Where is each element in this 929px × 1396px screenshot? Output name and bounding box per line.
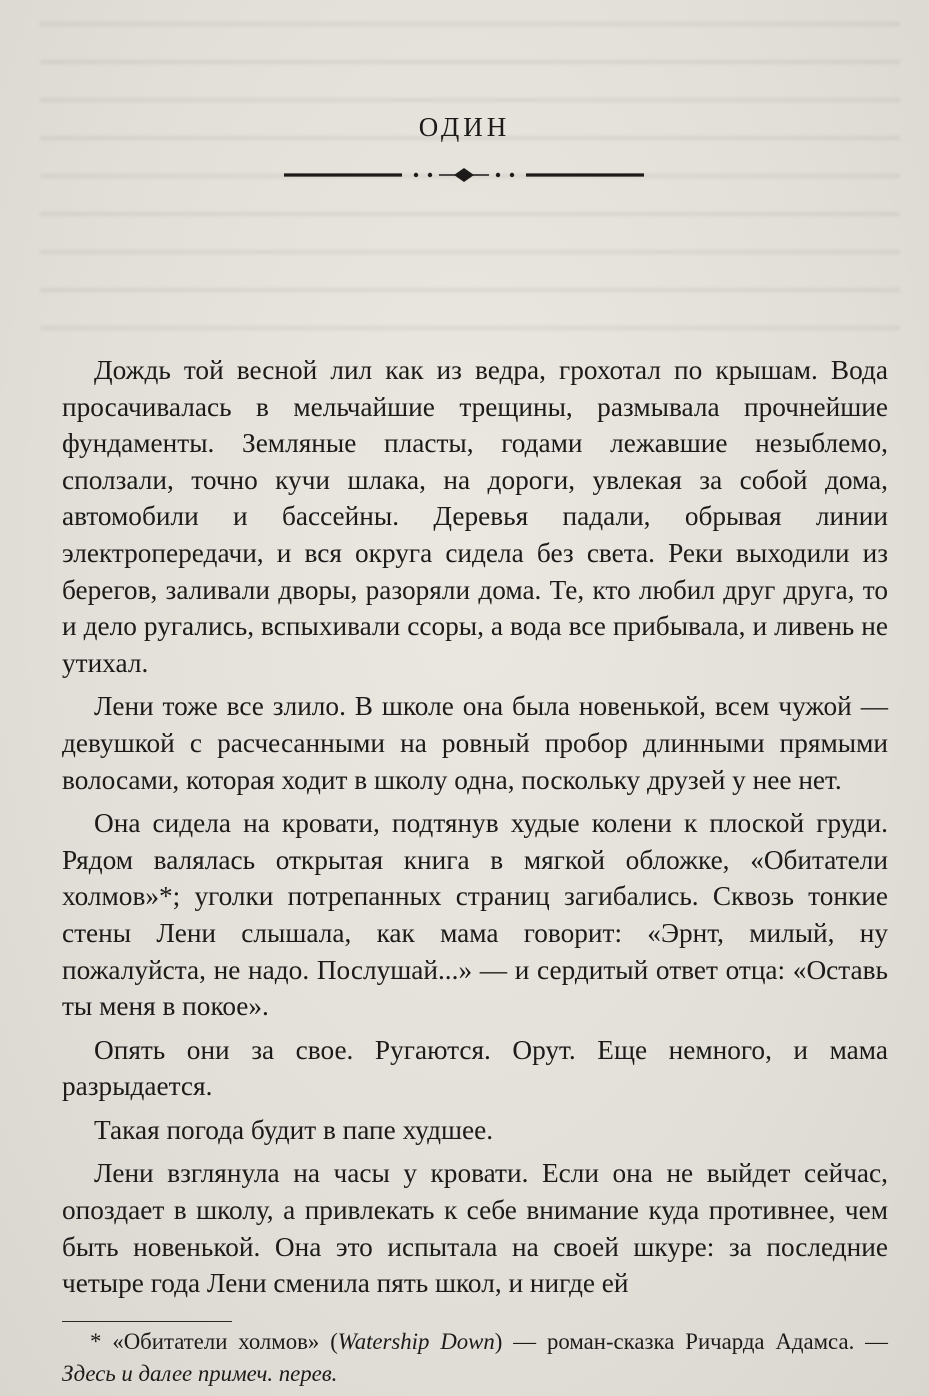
footnote-description: ) — роман-сказка Ричарда Адамса. — — [494, 1329, 888, 1354]
footnote-translator-note: Здесь и далее примеч. перев. — [62, 1361, 338, 1386]
paragraph: Дождь той весной лил как из ведра, грохотал по крышам. Вода просачивалась в мельчайшие трещины, размывала прочнейшие фундаменты. Земляные пласты, годами лежавшие незыблемо, сползали, точно кучи шлака, на дороги, увлекая за собой дома, автомобили и бассейны. Деревья падали, обрывая линии электропередачи, и вся округа сидела без света. Реки выходили из берегов, заливали дворы, разоряли дома. Те, кто любил друг друга, то и дело ругались, вспыхивали ссоры, а вода все прибывала, и ливень не утихал. — [62, 355, 888, 678]
chapter-body — [62, 352, 888, 1309]
paragraph: Она сидела на кровати, подтянув худые колени к плоской груди. Рядом валялась открытая книга в мягкой обложке, «Обитатели холмов»*; уголки потрепанных страниц загибались. Сквозь тонкие стены Лени слышала, как мама говорит: «Эрнт, милый, ну пожалуйста, не надо. Послушай...» — и сердитый ответ отца: «Оставь ты меня в покое». — [62, 808, 888, 1022]
chapter-ornament-icon — [284, 164, 644, 186]
footnote-title-ru: «Обитатели холмов» — [112, 1329, 320, 1354]
footnote-divider — [62, 1321, 232, 1322]
footnote-title-en: Watership Down — [337, 1329, 495, 1354]
footnote — [62, 1326, 888, 1390]
footnote-marker: * — [90, 1329, 113, 1354]
paragraph: Лени тоже все злило. В школе она была новенькой, всем чужой — девушкой с расчесанными на ровный пробор длинными прямыми волосами, которая ходит в школу одна, поскольку друзей у нее нет. — [62, 691, 888, 795]
chapter-title: ОДИН — [418, 112, 511, 142]
paragraph: Опять они за свое. Ругаются. Орут. Еще немного, и мама разрыдается. — [62, 1034, 888, 1102]
footnote-open-paren: ( — [319, 1329, 338, 1354]
paragraph: Лени взглянула на часы у кровати. Если она не выйдет сейчас, опоздает в школу, а привлекать к себе внимание куда противнее, чем быть новенькой. Она это испытала на своей шкуре: за последние четыре года Лени сменила пять школ, и нигде ей — [62, 1158, 888, 1299]
paragraph: Такая погода будит в папе худшее. — [94, 1114, 494, 1145]
